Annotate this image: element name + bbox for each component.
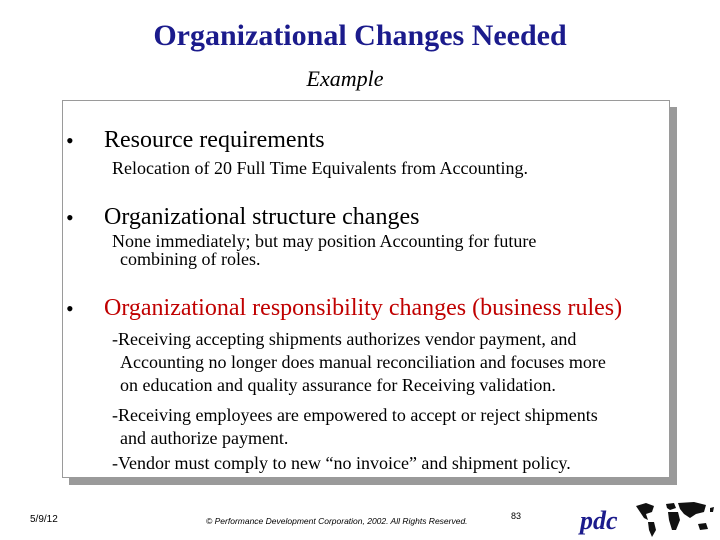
bullet-3: • [66, 296, 74, 321]
page-number: 83 [511, 511, 522, 521]
section-body-line: -Receiving employees are empowered to accept or reject shipments [112, 405, 598, 425]
section-body-line: -Receiving accepting shipments authorizes vendor payment, and [112, 329, 577, 349]
section-heading-resource: Resource requirements [104, 127, 325, 153]
section-body-line: combining of roles. [120, 249, 261, 269]
slide-title: Organizational Changes Needed [153, 19, 567, 52]
section-body-line: and authorize payment. [120, 428, 289, 448]
section-body-line: None immediately; but may position Accounting for future [112, 231, 537, 251]
bullet-1: • [66, 128, 74, 153]
footer-date: 5/9/12 [30, 514, 58, 525]
slide-subtitle: Example [306, 66, 384, 91]
section-body-line: Accounting no longer does manual reconciliation and focuses more [120, 352, 606, 372]
pdc-logo: pdc [580, 506, 618, 535]
footer-copyright: © Performance Development Corporation, 2002. All Rights Reserved. [206, 516, 468, 526]
world-map-icon [632, 500, 716, 538]
section-body-line: Relocation of 20 Full Time Equivalents from Accounting. [112, 158, 528, 178]
section-heading-responsibility: Organizational responsibility changes (business rules) [104, 295, 623, 321]
section-heading-structure: Organizational structure changes [104, 204, 420, 230]
bullet-2: • [66, 205, 74, 230]
section-body-line: -Vendor must comply to new “no invoice” and shipment policy. [112, 453, 571, 473]
section-body-line: on education and quality assurance for Receiving validation. [120, 375, 556, 395]
